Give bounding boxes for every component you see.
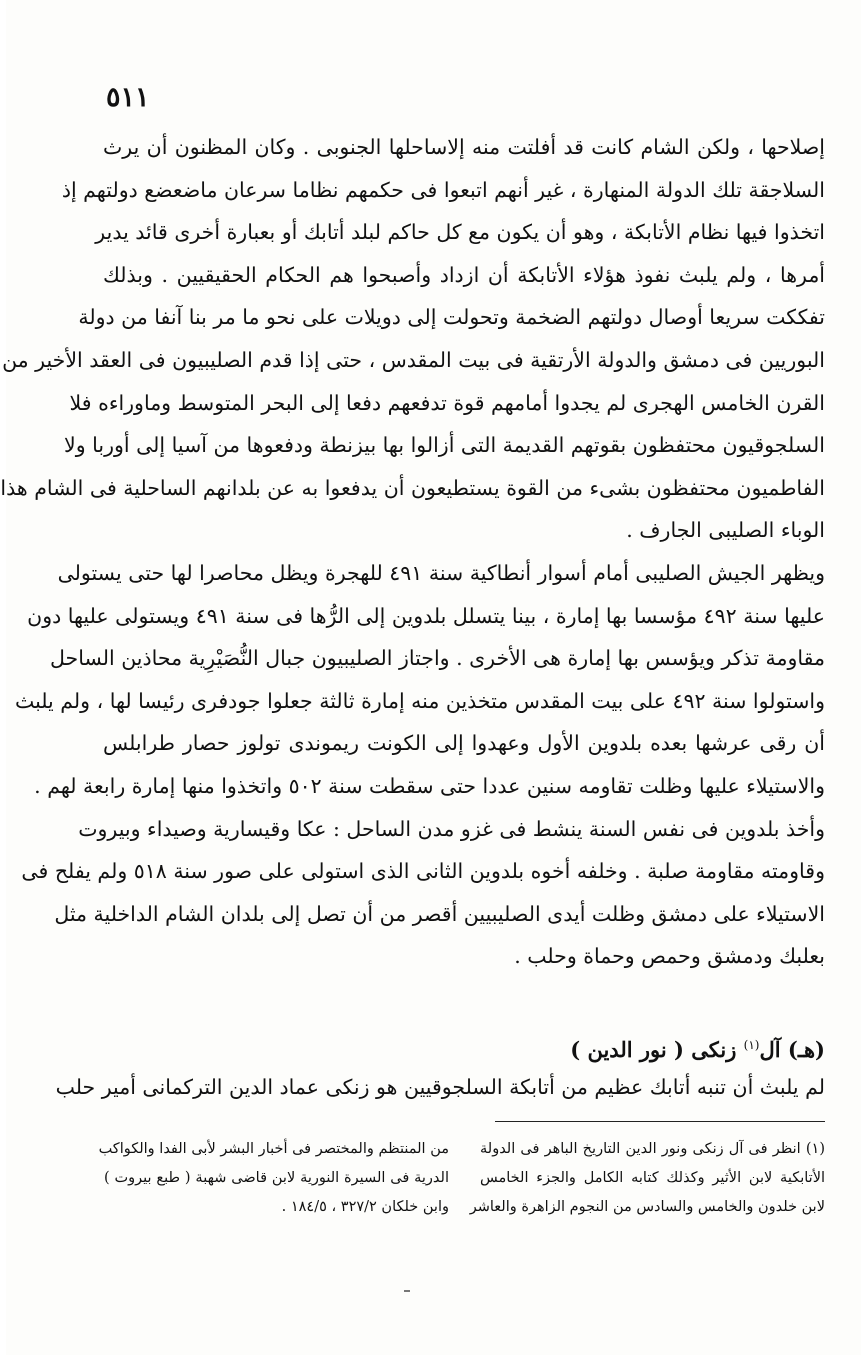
text-line: عليها سنة ٤٩٢ مؤسسا بها إمارة ، بينا يتسلل بلدوين إلى الرُّها فى سنة ٤٩١ ويستولى عليها دون bbox=[27, 603, 825, 628]
text-line: إصلاحها ، ولكن الشام كانت قد أفلتت منه إلاساحلها الجنوبى . وكان المظنون أن يرث bbox=[103, 135, 825, 159]
text-line: الاستيلاء على دمشق وظلت أيدى الصليبيين أقصر من أن تصل إلى بلدان الشام الداخلية مثل bbox=[54, 901, 825, 926]
footnote-line: الدرية فى السيرة النورية لابن قاضى شهبة ( طبع بيروت ) bbox=[104, 1170, 449, 1186]
text-line: مقاومة تذكر ويؤسس بها إمارة هى الأخرى . واجتاز الصليبيون جبال النُّصَيْرِية محاذين الساحل bbox=[50, 646, 825, 671]
footnote-line: وابن خلكان ٣٢٧/٢ ، ١٨٤/٥ . bbox=[281, 1199, 449, 1215]
text-line: الفاطميون محتفظون بشىء من القوة يستطيعون أن يدفعوا به عن بلدانهم الساحلية فى الشام هذا bbox=[0, 475, 825, 500]
text-line: القرن الخامس الهجرى لم يجدوا أمامهم قوة تدفعهم دفعا إلى البحر المتوسط وماوراءه فلا bbox=[69, 390, 825, 415]
text-line: البوريين فى دمشق والدولة الأرتقية فى بيت المقدس ، حتى إذا قدم الصليبيون فى العقد الأخير من bbox=[2, 347, 825, 372]
text-line: وأخذ بلدوين فى نفس السنة ينشط فى غزو مدن الساحل : عكا وقيسارية وصيداء وبيروت bbox=[78, 816, 825, 841]
text-line: أن رقى عرشها بعده بلدوين الأول وعهدوا إلى الكونت ريموندى تولوز حصار طرابلس bbox=[103, 731, 825, 756]
text-line: واستولوا سنة ٤٩٢ على بيت المقدس متخذين منه إمارة ثالثة جعلوا جودفرى رئيسا لها ، ولم يلبث bbox=[14, 688, 825, 713]
text-line: الوباء الصليبى الجارف . bbox=[626, 518, 825, 543]
heading-suffix: زنكى ( نور الدين ) bbox=[570, 1037, 737, 1062]
text-line: السلجوقيون محتفظون بقوتهم القديمة التى أزالوا بها بيزنطة ودفعوها من آسيا إلى أوربا ولا bbox=[64, 433, 825, 458]
footnote-line: من المنتظم والمختصر فى أخبار البشر لأبى الفدا والكواكب bbox=[98, 1141, 449, 1157]
text-line: وقاومته مقاومة صلبة . وخلفه أخوه بلدوين الثانى الذى استولى على صور سنة ٥١٨ ولم يفلح فى bbox=[21, 859, 825, 884]
footnote-line: لابن خلدون والخامس والسادس من النجوم الزاهرة والعاشر bbox=[469, 1199, 825, 1215]
text-line: أمرها ، ولم يلبث نفوذ هؤلاء الأتابكة أن ازداد وأصبحوا هم الحكام الحقيقيين . وبذلك bbox=[103, 262, 825, 287]
text-line: اتخذوا فيها نظام الأتابكة ، وهو أن يكون مع كل حاكم لبلد أتابك أو بعبارة أخرى قائد يدير bbox=[95, 220, 825, 245]
text-line: والاستيلاء عليها وظلت تقاومه سنين عددا حتى سقطت سنة ٥٠٢ واتخذوا منها إمارة رابعة لهم . bbox=[34, 773, 825, 798]
footnote-divider bbox=[495, 1121, 825, 1122]
text-line: تفككت سريعا أوصال دولتهم الضخمة وتحولت إلى دويلات على نحو ما مر بنا آنفا من دولة bbox=[78, 305, 825, 330]
section-heading bbox=[103, 1025, 825, 1065]
footnote-column-right bbox=[469, 1135, 825, 1222]
footnote-line: (١) انظر فى آل زنكى ونور الدين التاريخ الباهر فى الدولة bbox=[480, 1141, 825, 1157]
footnote-reference: (١) bbox=[743, 1038, 760, 1052]
main-text-block bbox=[0, 126, 825, 978]
scan-mark bbox=[404, 1290, 410, 1292]
text-line: السلاجقة تلك الدولة المنهارة ، غير أنهم اتبعوا فى حكمهم نظاما سرعان ماضعضع دولتهم إذ bbox=[61, 177, 825, 202]
footnote-line: الأتابكية لابن الأثير وكذلك كتابه الكامل والجزء الخامس bbox=[480, 1170, 825, 1186]
text-line: ويظهر الجيش الصليبى أمام أسوار أنطاكية سنة ٤٩١ للهجرة ويظل محاصرا لها حتى يستولى bbox=[57, 560, 825, 585]
text-line: بعلبك ودمشق وحمص وحماة وحلب . bbox=[514, 944, 825, 969]
footnote-column-left bbox=[98, 1135, 449, 1222]
heading-prefix: (هـ) آل bbox=[759, 1037, 825, 1062]
section-first-line: لم يلبث أن تنبه أتابك عظيم من أتابكة السلجوقيين هو زنكى عماد الدين التركمانى أمير حلب bbox=[55, 1075, 825, 1099]
page-number: ٥١١ bbox=[106, 82, 150, 113]
